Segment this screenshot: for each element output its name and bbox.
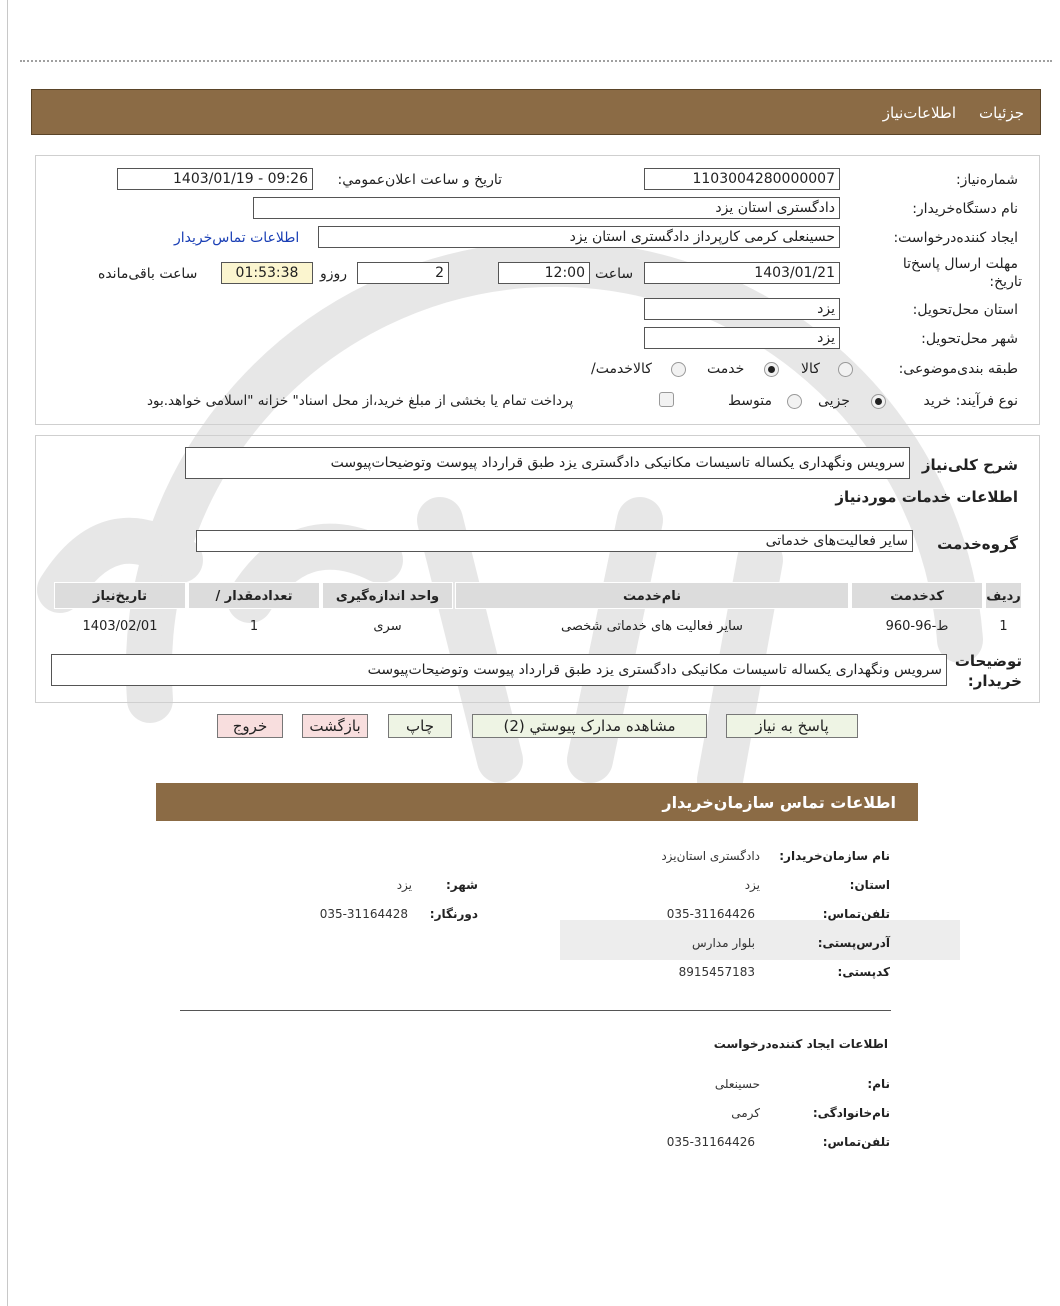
process-medium-radio[interactable] <box>787 394 802 409</box>
creator-name-value: حسینعلی <box>714 1077 760 1091</box>
need-info-panel <box>35 155 1040 425</box>
top-dotted-divider <box>20 60 1052 62</box>
contact-province-value: یزد <box>744 878 760 892</box>
remaining-label: ساعت باقی‌مانده <box>98 266 198 282</box>
general-desc-field: سرویس ونگهداری یکساله تاسیسات مکانیکی دادگستری یزد طبق قرارداد پیوست وتوضیحات‌پیوست <box>185 447 910 479</box>
contact-phone-value: 035-31164426 <box>666 907 755 921</box>
buyer-notes-label: توضیحات <box>954 652 1022 670</box>
tab-details[interactable]: جزئیات <box>979 104 1024 122</box>
hour-label: ساعت <box>595 266 634 282</box>
cell-unit: سری <box>373 619 402 634</box>
contact-province-label: استان: <box>849 878 890 892</box>
category-service-label: خدمت <box>707 361 745 377</box>
back-button[interactable]: بازگشت <box>302 714 368 738</box>
remaining-timer: 01:53:38 <box>221 262 313 284</box>
contact-org-value: دادگستری استان‌یزد <box>661 849 760 863</box>
need-number-label: شماره‌نیاز: <box>955 172 1018 188</box>
contact-address-value: بلوار مدارس <box>692 936 755 950</box>
province-field: یزد <box>644 298 840 320</box>
category-goods-radio[interactable] <box>838 362 853 377</box>
buyer-notes-label-2: خریدار: <box>967 672 1022 690</box>
process-minor-label: جزیی <box>818 393 850 409</box>
exit-button[interactable]: خروج <box>217 714 283 738</box>
services-section-title: اطلاعات خدمات موردنیاز <box>835 488 1018 506</box>
cell-service-code: ط-96-960 <box>885 619 949 634</box>
creator-phone-label: تلفن‌تماس: <box>822 1135 890 1149</box>
creator-label: ایجاد کننده‌درخواست: <box>893 230 1018 246</box>
table-header-service-name: نام‌خدمت <box>455 582 849 609</box>
contact-city-label: شهر: <box>446 878 478 892</box>
creator-name-label: نام: <box>867 1077 890 1091</box>
process-minor-radio[interactable] <box>871 394 886 409</box>
deadline-label-2: تاريخ: <box>989 274 1022 290</box>
province-label: استان محل‌تحويل: <box>912 302 1018 318</box>
contact-separator <box>180 1010 891 1011</box>
need-number-field: 1103004280000007 <box>644 168 840 190</box>
contact-org-label: نام سازمان‌خریدار: <box>779 849 890 863</box>
table-header-service-code: کدخدمت <box>851 582 983 609</box>
table-header-row-num: ردیف <box>985 582 1022 609</box>
creator-field: حسینعلی کرمی کارپرداز دادگستری استان یزد <box>318 226 840 248</box>
city-label: شهر محل‌تحويل: <box>921 331 1018 347</box>
contact-postal-value: 8915457183 <box>678 965 755 979</box>
days-label: روزو <box>320 266 348 282</box>
creator-phone-value: 035-31164426 <box>666 1135 755 1149</box>
category-goods-label: کالا <box>801 361 820 377</box>
table-header-quantity: / تعدادمقدار <box>188 582 320 609</box>
category-service-radio[interactable] <box>764 362 779 377</box>
treasury-payment-note: پرداخت تمام یا بخشی از مبلغ خرید،از محل اسناد" خزانه "اسلامی خواهد.بود <box>147 393 574 409</box>
buyer-contact-title: اطلاعات تماس سازمان‌خریدار <box>662 793 896 812</box>
cell-service-name: سایر فعالیت های خدماتی شخصی <box>561 619 743 634</box>
contact-address-label: آدرس‌پستی: <box>817 936 890 950</box>
process-medium-label: متوسط <box>728 393 772 409</box>
print-button[interactable]: چاپ <box>388 714 452 738</box>
announce-field: 1403/01/19 - 09:26 <box>117 168 313 190</box>
contact-phone-label: تلفن‌تماس: <box>822 907 890 921</box>
contact-postal-label: کدپستی: <box>837 965 890 979</box>
view-attachments-button[interactable]: مشاهده مدارک پیوستي (2) <box>472 714 707 738</box>
cell-quantity: 1 <box>249 619 259 634</box>
page-header-bar <box>31 89 1041 135</box>
buyer-contact-link[interactable]: اطلاعات تماس‌خريدار <box>174 230 300 246</box>
table-header-need-date: تاریخ‌نیاز <box>54 582 186 609</box>
general-desc-label: شرح کلی‌نیاز <box>921 456 1018 474</box>
deadline-date-field: 1403/01/21 <box>644 262 840 284</box>
contact-fax-value: 035-31164428 <box>319 907 408 921</box>
days-field: 2 <box>357 262 449 284</box>
tab-need-info[interactable]: اطلاعات‌نیاز <box>882 104 956 122</box>
category-goods-service-radio[interactable] <box>671 362 686 377</box>
buyer-org-label: نام دستگاه‌خريدار: <box>912 201 1018 217</box>
contact-city-value: یزد <box>396 878 412 892</box>
process-label: نوع فرآیند: خرید <box>923 393 1018 409</box>
table-header-unit: واحد اندازه‌گیری <box>322 582 453 609</box>
service-group-label: گروه‌خدمت <box>937 535 1018 553</box>
page-left-border <box>7 0 8 1306</box>
city-field: یزد <box>644 327 840 349</box>
buyer-contact-header <box>156 783 918 821</box>
service-group-field: سایر فعالیت‌های خدماتی <box>196 530 913 552</box>
contact-fax-label: دورنگار: <box>429 907 478 921</box>
cell-need-date: 1403/02/01 <box>82 619 158 634</box>
deadline-time-field: 12:00 <box>498 262 590 284</box>
creator-family-label: نام‌خانوادگی: <box>812 1106 890 1120</box>
category-goods-service-label: کالا‌خدمت/ <box>591 361 652 377</box>
respond-button[interactable]: پاسخ به نیاز <box>726 714 858 738</box>
announce-label: تاریخ و ساعت اعلان‌عمومي: <box>337 172 502 188</box>
buyer-notes-field: سرویس ونگهداری یکساله تاسیسات مکانیکی دادگستری یزد طبق قرارداد پیوست وتوضیحات‌پیوست <box>51 654 947 686</box>
cell-row-num: 1 <box>999 619 1008 634</box>
treasury-payment-checkbox[interactable] <box>659 392 674 407</box>
deadline-label: مهلت ارسال پاسخ‌تا <box>902 256 1018 272</box>
buyer-org-field: دادگستری استان یزد <box>253 197 840 219</box>
creator-info-title: اطلاعات ایجاد کننده‌درخواست <box>713 1037 888 1051</box>
category-label: طبقه بندی‌موضوعی: <box>898 361 1018 377</box>
creator-family-value: کرمی <box>731 1106 760 1120</box>
